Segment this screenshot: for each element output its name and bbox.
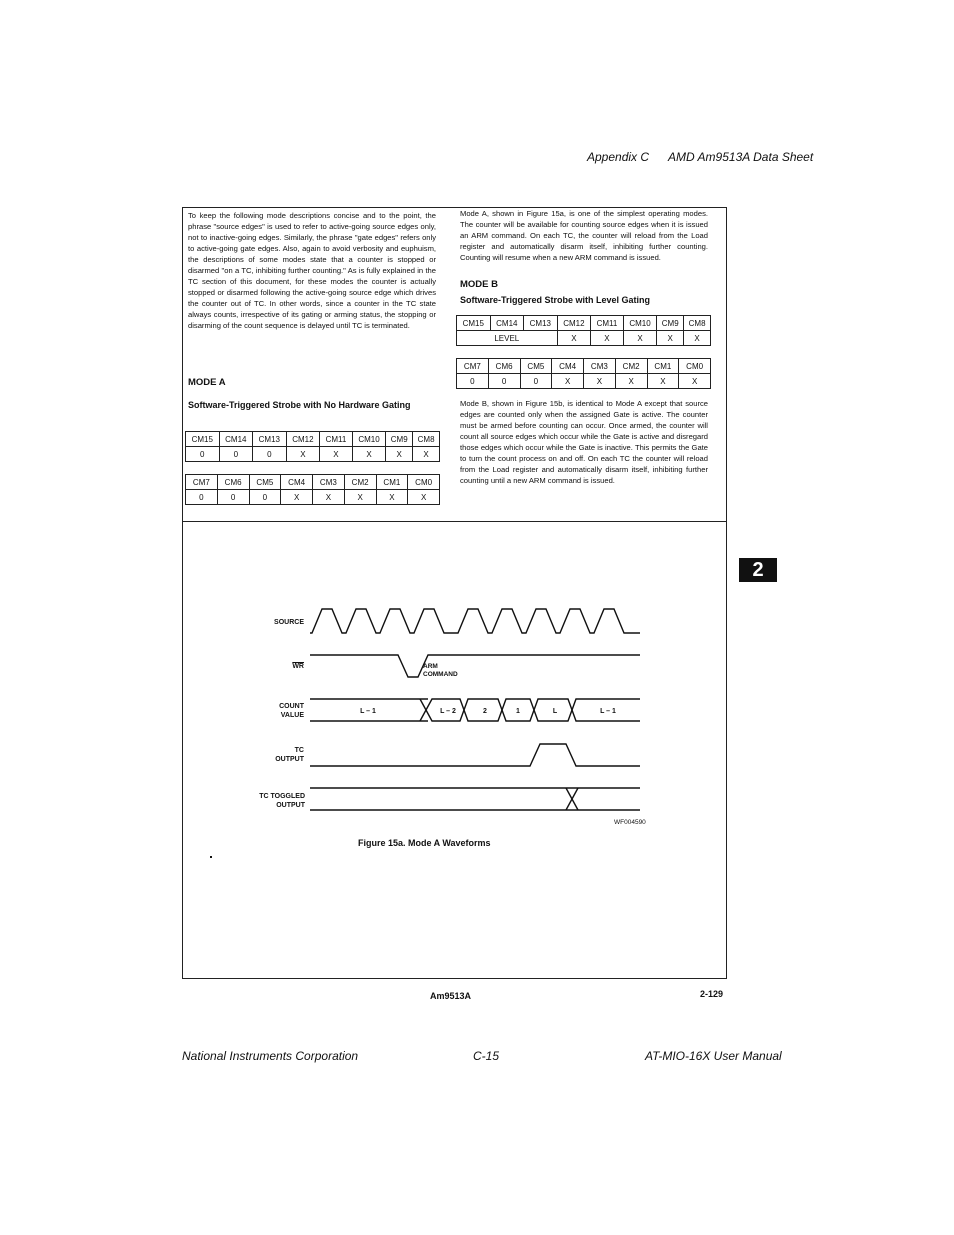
bit-value: 0	[520, 374, 552, 389]
bit-header: CM0	[679, 359, 711, 374]
bit-value: X	[344, 490, 376, 505]
bit-value: X	[615, 374, 647, 389]
footer-company: National Instruments Corporation	[182, 1049, 359, 1063]
bit-value: 0	[253, 447, 287, 462]
bit-value: X	[352, 447, 386, 462]
bit-header: CM12	[286, 432, 320, 447]
bit-value: X	[552, 374, 584, 389]
count-value-label-line1: COUNT	[279, 703, 304, 710]
arm-command-label-line2: COMMAND	[423, 671, 458, 678]
bit-value: 0	[488, 374, 520, 389]
bit-value: X	[376, 490, 408, 505]
bit-header: CM2	[615, 359, 647, 374]
level-cell: LEVEL	[457, 331, 558, 346]
intro-paragraph: To keep the following mode descriptions concise and to the point, the phrase "source edges" is used to refer to active-going source edges only, not to inactive-going edges. Similarly, the phrase "gate edges" refers only to active-going gate edges. Also, again to avoid verbosity and euphuism, the descriptions of some modes state that a counter is stopped or disarmed "on a TC, inhibiting further counting." As is fully explained in the TC section of this document, for these modes the counter is actually stopped or disarmed following the active-going source edge which drives the counter out of TC. In other words, since a counter in the TC state always counts, irrespective of its gating or arming status, the stopping or disarming of the count sequence is delayed until TC is terminated.	[188, 211, 436, 330]
section-tab: 2	[739, 558, 777, 582]
bit-header: CM9	[657, 316, 684, 331]
bit-value: X	[647, 374, 679, 389]
bit-header: CM5	[520, 359, 552, 374]
datasheet-part-number: Am9513A	[430, 991, 472, 1001]
bit-value: X	[320, 447, 353, 462]
bit-value: 0	[217, 490, 249, 505]
bit-value: X	[557, 331, 591, 346]
datasheet-page-number: 2-129	[700, 989, 724, 999]
bit-header: CM4	[552, 359, 584, 374]
source-waveform	[310, 609, 640, 633]
footer-page: C-15	[473, 1049, 500, 1063]
bit-value: X	[591, 331, 624, 346]
header-section: Appendix C	[587, 150, 650, 164]
mode-b-paragraph: Mode B, shown in Figure 15b, is identical to Mode A except that source edges are counted only when the assigned Gate is active. The counter must be armed before counting can occur. Once armed, the counter will count all source edges which occur while the Gate is active and disregard those edges which occur while the Gate is inactive. This permits the Gate to turn the count process on and off. On each TC the counter will reload from the Load register and automatically disarm itself, inhibiting further counting until a new ARM command is issued.	[460, 399, 708, 485]
bit-header: CM15	[457, 316, 491, 331]
bit-value: 0	[186, 447, 220, 462]
count-value-segment: L – 1	[600, 708, 616, 715]
bit-header: CM4	[281, 475, 313, 490]
count-value-segment: L – 1	[360, 708, 376, 715]
tc-output-label-line1: TC	[294, 747, 304, 754]
tc-output-waveform	[310, 744, 640, 766]
bit-value: X	[584, 374, 616, 389]
bit-value: X	[313, 490, 345, 505]
tc-toggled-label-line2: OUTPUT	[276, 802, 305, 809]
bit-header: CM3	[584, 359, 616, 374]
bit-header: CM9	[386, 432, 413, 447]
bit-header: CM2	[344, 475, 376, 490]
bit-header: CM3	[313, 475, 345, 490]
bit-value: X	[623, 331, 657, 346]
bit-header: CM10	[623, 316, 657, 331]
tc-output-label-line2: OUTPUT	[275, 756, 304, 763]
bit-value: 0	[186, 490, 218, 505]
mode-b-heading: MODE B	[460, 279, 498, 290]
bit-header: CM10	[352, 432, 386, 447]
bit-header: CM11	[320, 432, 353, 447]
wr-waveform	[310, 655, 640, 677]
mode-b-subheading: Software-Triggered Strobe with Level Gating	[460, 295, 651, 305]
bit-value: X	[679, 374, 711, 389]
count-value-segment: 1	[516, 708, 520, 715]
figure-caption: Figure 15a. Mode A Waveforms	[358, 838, 491, 848]
bit-header: CM0	[408, 475, 440, 490]
bit-value: X	[281, 490, 313, 505]
bit-header: CM8	[684, 316, 711, 331]
bit-value: 0	[249, 490, 281, 505]
mode-a-heading: MODE A	[188, 377, 226, 388]
header-title: AMD Am9513A Data Sheet	[668, 150, 814, 164]
bit-header: CM8	[413, 432, 440, 447]
bit-header: CM6	[217, 475, 249, 490]
bit-value: X	[386, 447, 413, 462]
mode-a-subheading: Software-Triggered Strobe with No Hardware Gating	[188, 400, 411, 410]
bit-header: CM12	[557, 316, 591, 331]
bit-header: CM1	[376, 475, 408, 490]
bit-value: 0	[457, 374, 489, 389]
bit-header: CM14	[490, 316, 524, 331]
bit-header: CM7	[186, 475, 218, 490]
bit-value: X	[657, 331, 684, 346]
wr-label: $\overline{WR}$	[292, 663, 304, 670]
stray-mark	[210, 856, 212, 858]
bit-value: X	[286, 447, 320, 462]
bit-value: 0	[219, 447, 253, 462]
bit-header: CM1	[647, 359, 679, 374]
mode-a-paragraph: Mode A, shown in Figure 15a, is one of the simplest operating modes. The counter will be available for counting source edges when it is issued an ARM command. On each TC, the counter will reload from the Load register and automatically disarm itself, inhibiting further counting. Counting will resume when a new ARM command is issued.	[460, 209, 708, 262]
bit-header: CM14	[219, 432, 253, 447]
arm-command-label-line1: ARM	[423, 663, 438, 670]
figure-code: WF004590	[614, 819, 646, 826]
bit-value: X	[413, 447, 440, 462]
count-value-segment: L	[552, 708, 558, 715]
bit-value: X	[684, 331, 711, 346]
source-label: SOURCE	[274, 619, 304, 626]
count-value-label-line2: VALUE	[280, 712, 304, 719]
bit-header: CM11	[591, 316, 624, 331]
count-value-segment: L – 2	[440, 708, 456, 715]
footer-manual: AT-MIO-16X User Manual	[645, 1049, 782, 1063]
bit-header: CM5	[249, 475, 281, 490]
tc-toggled-label-line1: TC TOGGLED	[259, 793, 305, 800]
bit-value: X	[408, 490, 440, 505]
bit-header: CM15	[186, 432, 220, 447]
bit-header: CM13	[524, 316, 558, 331]
bit-header: CM7	[457, 359, 489, 374]
bit-header: CM6	[488, 359, 520, 374]
bit-header: CM13	[253, 432, 287, 447]
count-value-segment: 2	[483, 708, 487, 715]
